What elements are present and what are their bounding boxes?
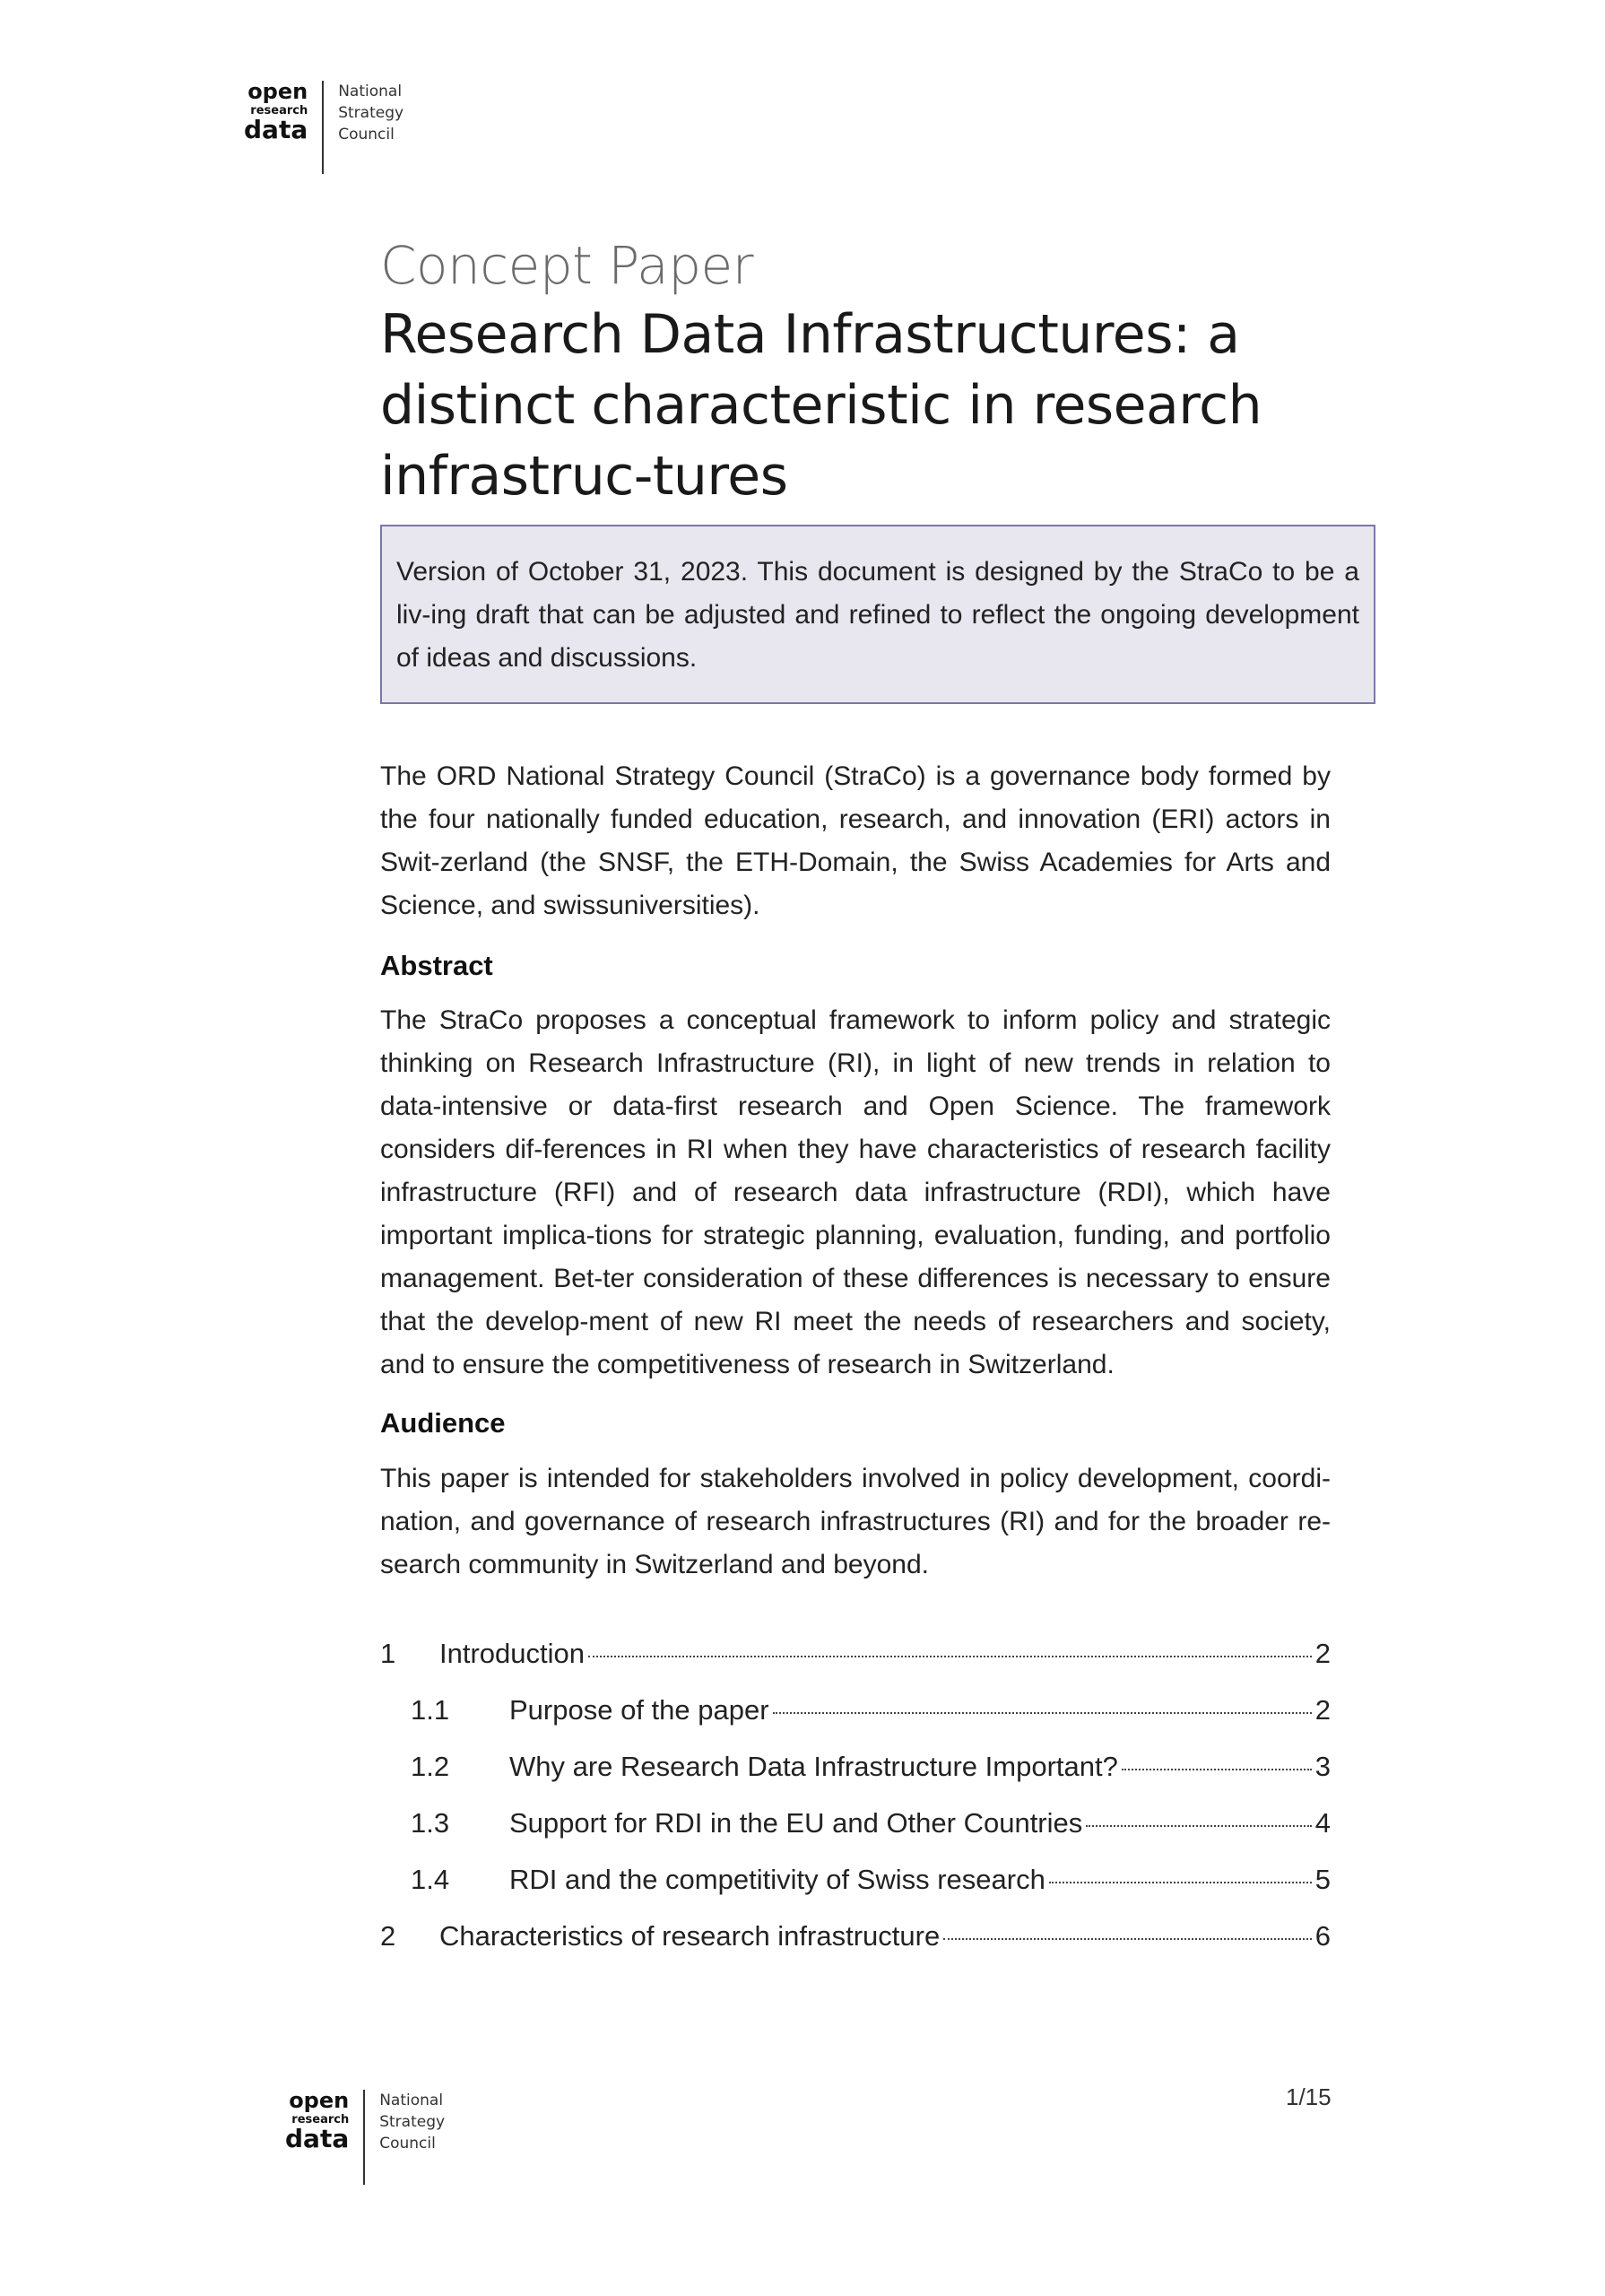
toc-label[interactable]: Characteristics of research infrastructure [439, 1920, 941, 1952]
logo-word-data: data [285, 2124, 350, 2153]
document-kind: Concept Paper [380, 235, 754, 296]
toc-entry[interactable] [380, 1920, 1331, 1977]
logo-org-line: Strategy [338, 104, 404, 122]
logo-org-line: Strategy [379, 2113, 446, 2131]
logo-org-line: Council [338, 126, 395, 144]
toc-entry[interactable] [380, 1638, 1331, 1694]
toc-page-number: 2 [1314, 1638, 1331, 1669]
toc-page-number: 3 [1314, 1751, 1331, 1782]
toc-label[interactable]: Purpose of the paper [509, 1694, 769, 1726]
audience-text: This paper is intended for stakeholders involved in policy development, coordi-nation, and governance of research infrastructures (RI) and for the broader re-search community in Switzerland and beyond. [380, 1464, 1331, 1579]
toc-entry[interactable] [380, 1807, 1331, 1864]
toc-leader-dots [943, 1938, 1312, 1940]
toc-number: 1.1 [411, 1694, 450, 1726]
logo-org-name [324, 81, 403, 145]
toc-label[interactable]: RDI and the competitivity of Swiss research [509, 1864, 1045, 1895]
version-note-box [380, 525, 1375, 704]
logo-word-data: data [244, 115, 308, 144]
toc-number: 1.3 [411, 1807, 450, 1839]
toc-number: 1.4 [411, 1864, 450, 1895]
toc-leader-dots [588, 1656, 1312, 1657]
logo-org-line: Council [379, 2135, 436, 2152]
logo-footer [285, 2090, 445, 2185]
toc-label[interactable]: Introduction [439, 1638, 585, 1669]
logo-word-open: open [289, 2088, 350, 2113]
toc-page-number: 4 [1314, 1807, 1331, 1839]
logo-org-line: National [338, 83, 403, 100]
toc-entry[interactable] [380, 1694, 1331, 1751]
toc-entry[interactable] [380, 1751, 1331, 1807]
logo-word-research: research [250, 104, 308, 117]
logo-org-line: National [379, 2092, 444, 2109]
open-research-data-logo [244, 81, 322, 143]
page-number: 1/15 [1286, 2083, 1332, 2110]
open-research-data-logo [285, 2090, 363, 2152]
document-title [380, 300, 1349, 512]
audience-heading: Audience [380, 1407, 506, 1439]
toc-leader-dots [1086, 1825, 1311, 1827]
toc-label[interactable]: Support for RDI in the EU and Other Countries [509, 1807, 1083, 1839]
logo-word-research: research [291, 2113, 350, 2126]
toc-page-number: 2 [1314, 1694, 1331, 1726]
abstract-heading: Abstract [380, 950, 493, 981]
toc-number: 1 [380, 1638, 396, 1669]
intro-paragraph: The ORD National Strategy Council (StraCo) is a governance body formed by the four nationally funded education, research, and innovation (ERI) actors in Swit-zerland (the SNSF, the ETH-Domain, the Swiss Academies for Arts and Science, and swissuniversities). [380, 761, 1331, 920]
toc-leader-dots [1049, 1882, 1312, 1883]
logo-org-name [365, 2090, 445, 2154]
logo-header [244, 81, 403, 174]
toc-entry[interactable] [380, 1864, 1331, 1920]
toc-label[interactable]: Why are Research Data Infrastructure Important? [509, 1751, 1118, 1782]
abstract-text: The StraCo proposes a conceptual framework to inform policy and strategic thinking on Research Infrastructure (RI), in light of new trends in relation to data-intensive or data-first research and Open Science. The framework considers dif-ferences in RI when they have characteristics of research facility infrastructure (RFI) and of research data infrastructure (RDI), which have important implica-tions for strategic planning, evaluation, funding, and portfolio management. Bet-ter consideration of these differences is necessary to ensure that the develop-ment of new RI meet the needs of researchers and society, and to ensure the competitiveness of research in Switzerland. [380, 1005, 1331, 1379]
table-of-contents [380, 1638, 1331, 1977]
logo-word-open: open [247, 79, 308, 104]
toc-number: 2 [380, 1920, 396, 1952]
toc-leader-dots [773, 1712, 1312, 1714]
toc-page-number: 6 [1314, 1920, 1331, 1952]
toc-leader-dots [1122, 1769, 1312, 1770]
version-note: Version of October 31, 2023. This document is designed by the StraCo to be a liv-ing draft that can be adjusted and refined to reflect the ongoing development of ideas and discussions. [396, 557, 1359, 673]
toc-page-number: 5 [1314, 1864, 1331, 1895]
document-title-text: Research Data Infrastructures: a distinct characteristic in research infrastruc-tures [380, 303, 1262, 508]
toc-number: 1.2 [411, 1751, 450, 1782]
